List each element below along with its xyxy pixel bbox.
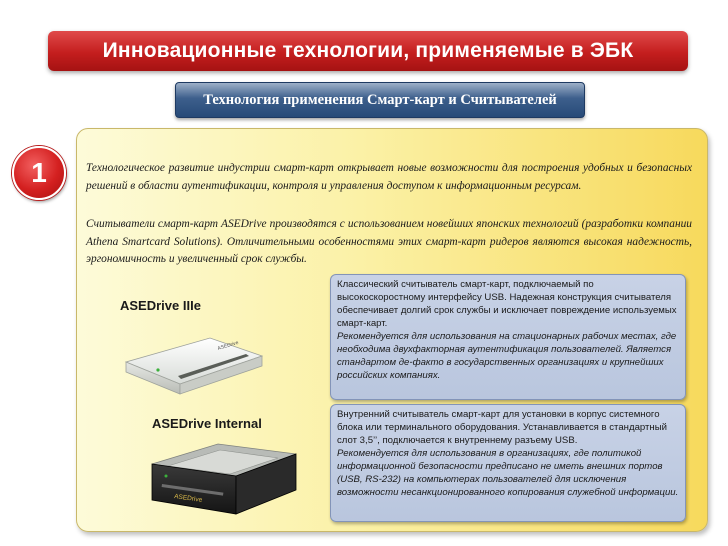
description-text: Внутренний считыватель смарт-карт для установки в корпус системного блока или терминального оборудования. Устанавливается в стандартный слот 3,5’’, подключается к внутреннему разъему USB. [337, 409, 667, 446]
page-title: Инновационные технологии, применяемые в ЭБК [48, 31, 688, 71]
asedrive-iiie-description [330, 274, 686, 400]
reader-brand-text: ASEDrive [216, 339, 240, 352]
description-recommendation: Рекомендуется для использования на стационарных рабочих местах, где необходима двухфакторная аутентификация пользователей. Является стандартом де-факто в государственных организациях и крупнейших российских компаниях. [337, 331, 677, 381]
description-text: Классический считыватель смарт-карт, подключаемый по высокоскоростному интерфейсу USB. Надежная конструкция считывателя обеспечивает долгий срок службы и исключает повреждение используемых смарт-карт. [337, 279, 677, 329]
asedrive-iiie-reader-image [118, 318, 268, 400]
reader-brand-text: ASEDrive [173, 493, 203, 504]
description-recommendation: Рекомендуется для использования в организациях, где политикой информационной безопасности предписано не иметь внешних портов (USB, RS-232) на компьютерах пользователей для исключения возможности несанкционированного копирования служебной информации. [337, 448, 679, 498]
section-subtitle: Технология применения Смарт-карт и Считывателей [175, 82, 585, 118]
step-number-badge: 1 [12, 146, 66, 200]
product-name-asedrive-internal: ASEDrive Internal [152, 416, 262, 431]
asedrive-internal-description [330, 404, 686, 522]
intro-paragraph-1: Технологическое развитие индустрии смарт-карт открывает новые возможности для построения удобных и безопасных решений в области аутентификации, контроля и управления доступом к информационным ресурсам. [86, 162, 692, 192]
asedrive-internal-reader-image [148, 440, 300, 520]
product-name-asedrive-iiie: ASEDrive IIIe [120, 298, 201, 313]
intro-paragraph-2: Считыватели смарт-карт ASEDrive производятся с использованием новейших японских технологий (разработки компании Athena Smartcard Solutions). Отличительными особенностями этих смарт-карт ридеров являются высокая надежность, эргономичность и увеличенный срок службы. [86, 218, 692, 265]
